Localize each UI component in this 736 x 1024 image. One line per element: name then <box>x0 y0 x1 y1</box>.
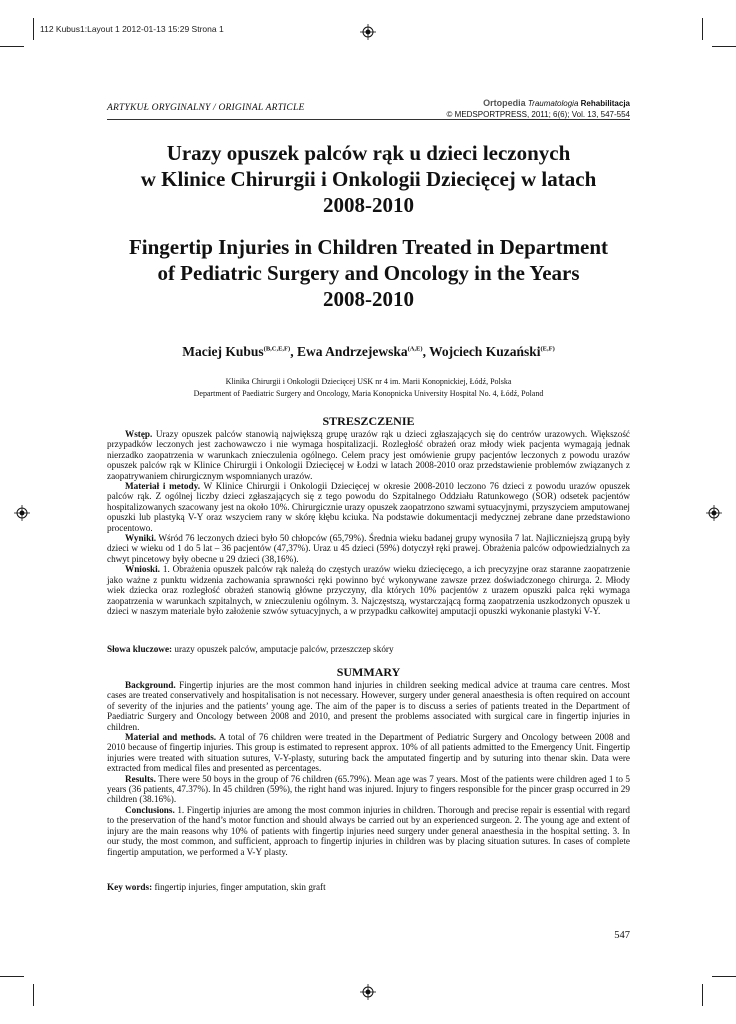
authors <box>107 344 630 360</box>
crop-mark <box>712 976 736 977</box>
journal-citation: © MEDSPORTPRESS, 2011; 6(6); Vol. 13, 547-554 <box>446 110 630 119</box>
title-polish <box>107 140 630 218</box>
author-name: Wojciech Kuzański <box>429 344 541 359</box>
title-line: of Pediatric Surgery and Oncology in the Years <box>157 261 580 285</box>
paragraph-text: 1. Fingertip injuries are among the most common injuries in children. Thorough and precise repair is essential with regard to the preservation of the hand’s motor function and should always be carried out by an experienced surgeon. 2. The young age and extent of injury are the main reasons why 10% of patients with fingertip injuries need surgery under general anaesthesia in the hospital setting. 3. In our study, the most common, and sufficient, approach to fingertip injuries in children was by placing situation sutures. In cases of complete fingertip amputation, we performed a V-Y plasty. <box>107 804 630 857</box>
print-slug: 112 Kubus1:Layout 1 2012-01-13 15:29 Strona 1 <box>40 24 224 34</box>
title-line: 2008-2010 <box>323 287 414 311</box>
keywords-text: urazy opuszek palców, amputacje palców, przeszczep skóry <box>172 644 394 654</box>
crop-mark <box>712 46 736 47</box>
abstract-paragraph <box>107 564 630 616</box>
keywords-pl <box>107 644 630 654</box>
abstract-paragraph <box>107 732 630 774</box>
registration-mark-icon <box>360 24 376 40</box>
crop-mark <box>702 18 703 40</box>
journal-header <box>447 98 630 120</box>
paragraph-label: Results. <box>125 773 156 784</box>
abstract-paragraph <box>107 805 630 857</box>
keywords-en <box>107 882 630 892</box>
crop-mark <box>702 984 703 1006</box>
abstract-paragraph <box>107 429 630 481</box>
abstract-en <box>107 680 630 857</box>
author-name: Ewa Andrzejewska <box>296 344 408 359</box>
keywords-text: fingertip injuries, finger amputation, skin graft <box>152 882 326 892</box>
paragraph-label: Wnioski. <box>125 564 160 575</box>
article-type: ARTYKUŁ ORYGINALNY / ORIGINAL ARTICLE <box>107 103 305 113</box>
crop-mark <box>33 984 34 1006</box>
paragraph-label: Wyniki. <box>125 533 157 544</box>
paragraph-label: Materiał i metody. <box>125 481 200 492</box>
paragraph-text: 1. Obrażenia opuszek palców rąk należą do częstych urazów wieku dziecięcego, a ich precyzyjne oraz staranne zaopatrzenie jako ważne z punktu widzenia zachowania sprawności ręki powinno być wykonywane zawsze przez doświadczonego chirurga. 2. Młody wiek dziecka oraz rozległość obrażeń stanowią główne przyczyny, dla których 10% pacjentów z urazem opuszki palca ręki wymaga zaopatrzenia w warunkach szpitalnych, w znieczuleniu ogólnym. 3. Najczęstszą, wystarczającą formą zaopatrzenia uszkodzonych opuszek u dzieci w naszym materiale było założenie szwów sytuacyjnych, a w przypadku całkowitej amputacji opuszki wykonanie plastyki V-Y. <box>107 564 630 616</box>
affiliation: Department of Paediatric Surgery and Oncology, Maria Konopnicka University Hospital No. 4, Łódź, Poland <box>193 389 544 398</box>
abstract-heading-en: SUMMARY <box>336 665 401 679</box>
paragraph-text: There were 50 boys in the group of 76 children (65.79%). Mean age was 7 years. Most of the patients were children aged 1 to 5 years (36 patients, 47.37%). In 45 children (59%), the right hand was injured. Injury to fingers responsible for the pincer grasp occurred in 29 children (38.16%). <box>107 773 630 805</box>
keywords-label: Słowa kluczowe: <box>107 644 173 654</box>
title-line: w Klinice Chirurgii i Onkologii Dziecięcej w latach <box>140 167 597 191</box>
abstract-paragraph <box>107 774 630 805</box>
author-separator: , <box>290 344 297 359</box>
paragraph-text: A total of 76 children were treated in the Department of Pediatric Surgery and Oncology between 2008 and 2010 because of fingertip injuries. This group is estimated to represent approx. 10% of all patients admitted to the Emergency Unit. Fingertip injuries were treated with situation sutures, V-Y-plasty, suturing back the amputated fingertip and by suturing into thenar skin. Data were extracted from medical files and presented as percentages. <box>107 732 630 774</box>
crop-mark <box>0 46 24 47</box>
registration-mark-icon <box>14 505 30 521</box>
paragraph-text: Fingertip injuries are the most common hand injuries in children seeking medical advice at trauma care centres. Most cases are treated conservatively and hospitalisation is not necessary. However, surgery under general anaesthesia is often required on account of severity of the injuries and the patients’ young age. The aim of the paper is to discuss a series of patients treated in the Department of Paediatric Surgery and Oncology between 2008 and 2010, and present the problems associated with surgical care in fingertip injuries in children. <box>107 680 630 732</box>
abstract-paragraph <box>107 680 630 732</box>
paragraph-text: W Klinice Chirurgii i Onkologii Dziecięcej w okresie 2008-2010 leczono 76 dzieci z powodu urazów opuszek palców rąk. Z ogólnej liczby dzieci zgłaszających się z tego powodu do Szpitalnego Oddziału Ratunkowego (SOR) odsetek pacjentów hospitalizowanych szacowany jest na około 10%. Chirurgicznie urazy opuszek zaopatrzono szwami sytuacyjnymi, przyszyciem amputowanej opuszki lub plastyką V-Y oraz wszyciem rany w skórę kłębu kciuka. Na podstawie dokumentacji medycznej zebrane dane przedstawiono procentowo. <box>107 481 631 533</box>
paragraph-label: Wstęp. <box>125 429 153 439</box>
crop-mark <box>33 18 34 40</box>
author-contribution: (B,C,E,F) <box>263 345 291 353</box>
abstract-pl <box>107 429 630 616</box>
title-line: Fingertip Injuries in Children Treated in Department <box>128 235 609 259</box>
title-line: 2008-2010 <box>323 193 414 217</box>
crop-mark <box>0 976 24 977</box>
abstract-heading-pl: STRESZCZENIE <box>322 414 415 428</box>
journal-name: Ortopedia <box>483 98 526 108</box>
page-number: 547 <box>614 930 630 941</box>
keywords-label: Key words: <box>107 882 153 892</box>
title-line: Urazy opuszek palców rąk u dzieci leczonych <box>166 141 571 165</box>
paragraph-label: Background. <box>125 680 176 690</box>
affiliations <box>107 376 630 400</box>
abstract-paragraph <box>107 481 630 533</box>
journal-name: Rehabilitacja <box>580 99 630 108</box>
paragraph-text: Wśród 76 leczonych dzieci było 50 chłopców (65,79%). Średnia wieku badanej grupy wynosiła 7 lat. Najliczniejszą grupą były dzieci w wieku od 1 do 5 lat – 36 pacjentów (47,37%). Uraz u 45 dzieci (59%) dotyczył ręki prawej. Obrażenia palców odpowiedzialnych za chwyt pincetowy były obecne u 29 dzieci (38,16%). <box>107 533 630 564</box>
registration-mark-icon <box>706 505 722 521</box>
author-contribution: (A,E) <box>407 345 423 353</box>
paragraph-text: Urazy opuszek palców stanowią największą grupę urazów rąk u dzieci zgłaszających się do centrów urazowych. Większość przypadków leczonych jest zachowawczo i nie wymaga hospitalizacji. Rozległość obrażeń oraz młody wiek pacjenta wymagają jednak nierzadko zaopatrzenia w warunkach znieczulenia ogólnego. Celem pracy jest omówienie grupy pacjentów leczonych z powodu urazów opuszek palców rąk w Klinice Chirurgii i Onkologii Dziecięcej w Łodzi w latach 2008-2010 oraz przedstawienie problemów związanych z zaopatrywaniem chirurgicznym wspomnianych urazów. <box>107 429 630 481</box>
paragraph-label: Conclusions. <box>125 804 175 815</box>
author-separator: , <box>422 344 430 359</box>
paragraph-label: Material and methods. <box>125 732 217 743</box>
affiliation: Klinika Chirurgii i Onkologii Dziecięcej USK nr 4 im. Marii Konopnickiej, Łódź, Polska <box>225 377 512 386</box>
author-contribution: (E,F) <box>540 345 555 353</box>
title-english <box>107 234 630 312</box>
author-name: Maciej Kubus <box>182 344 264 359</box>
abstract-paragraph <box>107 533 630 564</box>
header-rule <box>107 119 630 120</box>
registration-mark-icon <box>360 984 376 1000</box>
journal-name: Traumatologia <box>527 99 579 108</box>
